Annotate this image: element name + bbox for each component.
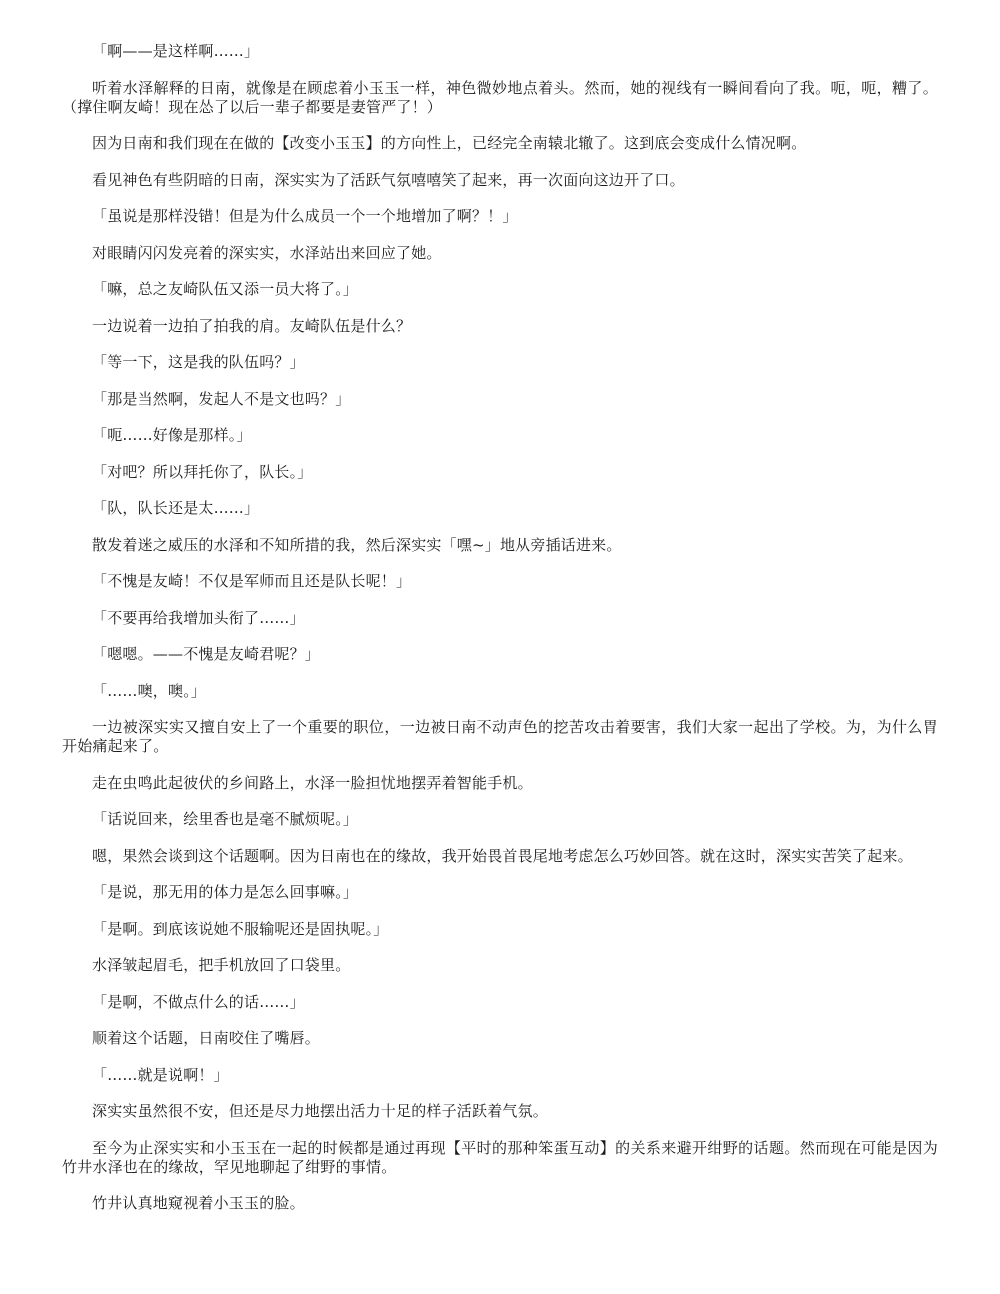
- paragraph-13: 「队，队长还是太……」: [92, 499, 260, 517]
- paragraph-18: 「……噢，噢。」: [92, 681, 207, 700]
- paragraph-12: 「对吧？所以拜托你了，队长。」: [92, 462, 313, 481]
- paragraph-5: 「虽说是那样没错！但是为什么成员一个一个地增加了啊？！」: [92, 207, 518, 225]
- paragraph-8: 一边说着一边拍了拍我的肩。友崎队伍是什么？: [92, 316, 412, 335]
- paragraph-14: 散发着迷之威压的水泽和不知所措的我，然后深实实「嘿~」地从旁插话进来。: [92, 535, 622, 554]
- paragraph-3: 因为日南和我们现在在做的【改变小玉玉】的方向性上，已经完全南辕北辙了。这到底会变成什么情况啊。: [92, 134, 807, 152]
- paragraph-2: 听着水泽解释的日南，就像是在顾虑着小玉玉一样，神色微妙地点着头。然而，她的视线有一瞬间看向了我。呃，呃，糟了。（撑住啊友崎！现在怂了以后一辈子都要是妻管严了！）: [62, 78, 938, 116]
- paragraph-29: 深实实虽然很不安，但还是尽力地摆出活力十足的样子活跃着气氛。: [92, 1102, 549, 1120]
- paragraph-24: 「是啊。到底该说她不服输呢还是固执呢。」: [92, 919, 389, 938]
- paragraph-7: 「嘛，总之友崎队伍又添一员大将了。」: [92, 280, 359, 298]
- paragraph-6: 对眼睛闪闪发亮着的深实实，水泽站出来回应了她。: [92, 243, 442, 262]
- paragraph-21: 「话说回来，绘里香也是毫不腻烦呢。」: [92, 810, 359, 828]
- paragraph-16: 「不要再给我增加头衔了……」: [92, 608, 305, 627]
- paragraph-1: 「啊——是这样啊……」: [92, 42, 260, 60]
- paragraph-10: 「那是当然啊，发起人不是文也吗？」: [92, 389, 351, 408]
- paragraph-28: 「……就是说啊！」: [92, 1065, 229, 1084]
- paragraph-30: 至今为止深实实和小玉玉在一起的时候都是通过再现【平时的那种笨蛋互动】的关系来避开绀野的话题。然而现在可能是因为竹井水泽也在的缘故，罕见地聊起了绀野的事情。: [62, 1138, 938, 1176]
- paragraph-31: 竹井认真地窥视着小玉玉的脸。: [92, 1194, 305, 1212]
- paragraph-15: 「不愧是友崎！不仅是军师而且还是队长呢！」: [92, 572, 412, 590]
- paragraph-23: 「是说，那无用的体力是怎么回事嘛。」: [92, 883, 359, 901]
- paragraph-27: 顺着这个话题，日南咬住了嘴唇。: [92, 1029, 321, 1047]
- paragraph-26: 「是啊，不做点什么的话……」: [92, 992, 305, 1011]
- paragraph-9: 「等一下，这是我的队伍吗？」: [92, 353, 305, 371]
- paragraph-19: 一边被深实实又擅自安上了一个重要的职位，一边被日南不动声色的挖苦攻击着要害，我们大家一起出了学校。为，为什么胃开始痛起来了。: [62, 718, 938, 755]
- paragraph-4: 看见神色有些阴暗的日南，深实实为了活跃气氛嘻嘻笑了起来，再一次面向这边开了口。: [92, 170, 685, 189]
- paragraph-25: 水泽皱起眉毛，把手机放回了口袋里。: [92, 956, 351, 974]
- paragraph-22: 嗯，果然会谈到这个话题啊。因为日南也在的缘故，我开始畏首畏尾地考虑怎么巧妙回答。就在这时，深实实苦笑了起来。: [92, 846, 913, 865]
- paragraph-17: 「嗯嗯。——不愧是友崎君呢？」: [92, 645, 321, 663]
- paragraph-11: 「呃……好像是那样。」: [92, 426, 252, 444]
- paragraph-20: 走在虫鸣此起彼伏的乡间路上，水泽一脸担忧地摆弄着智能手机。: [92, 773, 533, 792]
